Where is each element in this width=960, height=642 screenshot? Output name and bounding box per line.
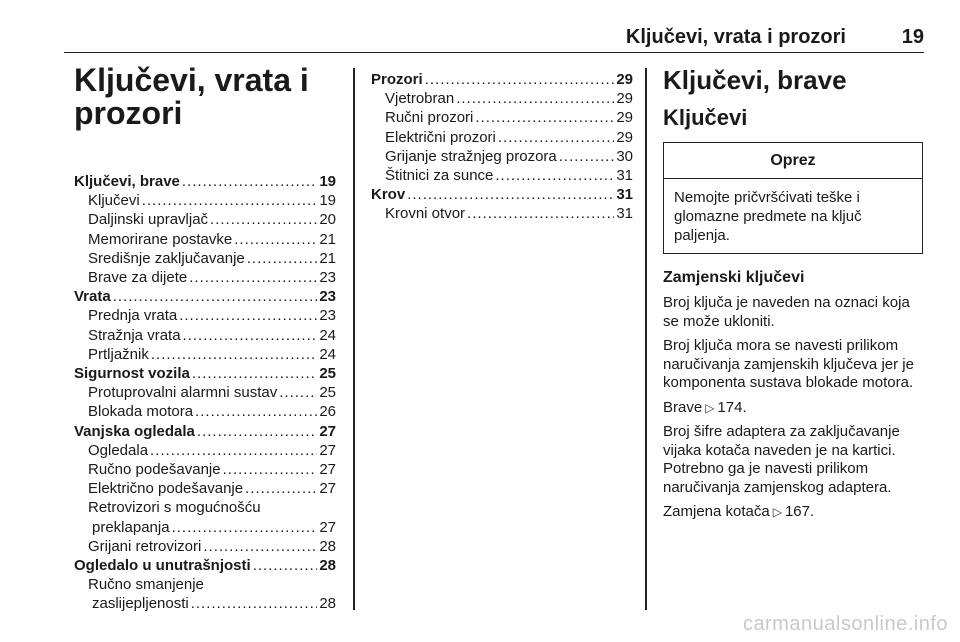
section-heading: Ključevi, brave <box>663 65 847 95</box>
toc-leader-dots <box>498 128 614 147</box>
toc-entry[interactable] <box>74 479 336 498</box>
toc-section-entry[interactable] <box>74 556 336 575</box>
toc-entry-page: 31 <box>616 167 633 185</box>
toc-section-entry[interactable] <box>74 287 336 306</box>
watermark: carmanualsonline.info <box>742 613 948 635</box>
toc-leader-dots <box>467 204 614 223</box>
toc-leader-dots <box>253 556 318 575</box>
toc-entry-label: Prednja vrata <box>88 307 178 325</box>
toc-leader-dots <box>425 70 615 89</box>
page-header <box>64 26 924 53</box>
toc-entry[interactable] <box>74 537 336 556</box>
toc-leader-dots <box>195 402 317 421</box>
toc-entry[interactable] <box>74 306 336 325</box>
paragraph-key-number-label: Broj ključa je naveden na oznaci koja se može ukloniti. <box>663 294 910 330</box>
toc-leader-dots <box>475 108 614 127</box>
toc-entry-page: 27 <box>319 441 336 459</box>
chapter-title <box>74 64 344 130</box>
toc-entry-page: 19 <box>319 173 336 190</box>
toc-entry-page: 21 <box>319 230 336 248</box>
toc-entry-label: Stražnja vrata <box>88 326 181 344</box>
toc-entry-label: Štitnici za sunce <box>385 167 494 185</box>
toc-entry-label: Sigurnost vozila <box>74 365 190 383</box>
toc-entry-label: Prozori <box>371 71 423 88</box>
toc-entry-page: 28 <box>319 595 336 613</box>
page-reference-arrow-icon[interactable]: ▷ <box>705 400 715 415</box>
toc-entry-page: 31 <box>616 205 633 223</box>
toc-entry-page: 23 <box>319 307 336 325</box>
toc-entry[interactable] <box>371 108 633 127</box>
toc-section-entry[interactable] <box>371 70 633 89</box>
toc-leader-dots <box>172 518 318 537</box>
toc-entry-label: Brave za dijete <box>88 269 188 287</box>
toc-leader-dots <box>559 147 615 166</box>
column-divider-1 <box>353 68 355 610</box>
toc-leader-dots <box>495 166 614 185</box>
toc-entry-page: 30 <box>616 147 633 165</box>
toc-entry-page: 21 <box>319 249 336 267</box>
toc-leader-dots <box>203 537 317 556</box>
toc-entry[interactable] <box>74 326 336 345</box>
toc-entry-page: 26 <box>319 403 336 421</box>
toc-leader-dots <box>142 191 318 210</box>
toc-leader-dots <box>151 345 317 364</box>
toc-entry-label: Vjetrobran <box>385 90 455 108</box>
toc-entry-label: Ogledala <box>88 441 149 459</box>
toc-entry[interactable] <box>74 191 336 210</box>
toc-leader-dots <box>247 249 318 268</box>
reference-page-link[interactable]: 174. <box>717 398 747 416</box>
paragraph-wheel-bolt-adapter: Broj šifre adaptera za zaključavanje vijaka kotača naveden je na kartici. Potrebno ga je navesti prilikom naručivanja zamjenskog adaptera. <box>663 423 900 496</box>
toc-entry-page: 27 <box>319 480 336 498</box>
toc-entry-page: 29 <box>616 71 633 88</box>
toc-entry-label: zaslijepljenosti <box>92 595 189 613</box>
toc-entry[interactable] <box>74 498 336 517</box>
paragraph-locks-reference <box>663 399 925 418</box>
toc-entry-label: Memorirane postavke <box>88 230 233 248</box>
header-title: Ključevi, vrata i prozori <box>625 26 846 48</box>
toc-leader-dots <box>183 326 318 345</box>
toc-entry-label: Ključevi <box>88 192 140 210</box>
page-reference-arrow-icon[interactable]: ▷ <box>772 505 782 519</box>
toc-leader-dots <box>197 422 317 441</box>
toc-entry[interactable] <box>74 518 336 537</box>
paragraph-key-number-order: Broj ključa mora se navesti prilikom naručivanja zamjenskih ključeva jer je komponenta sustava blokade motora. <box>663 337 914 391</box>
toc-leader-dots <box>279 383 317 402</box>
toc-entry[interactable] <box>371 89 633 108</box>
toc-entry[interactable] <box>74 383 336 402</box>
toc-entry-label: Središnje zaključavanje <box>88 249 245 267</box>
toc-entry-label: Vanjska ogledala <box>74 422 195 440</box>
chapter-title-line-1: Ključevi, vrata i <box>74 62 309 98</box>
toc-entry-label: Ručno podešavanje <box>88 461 221 479</box>
toc-entry-label: Krovni otvor <box>385 205 466 223</box>
toc-entry-label: Prtljažnik <box>88 345 149 363</box>
toc-entry-page: 29 <box>616 90 633 108</box>
toc-entry[interactable] <box>74 230 336 249</box>
toc-entry[interactable] <box>371 166 633 185</box>
toc-entry-label: Retrovizori s mogućnošću <box>88 499 261 517</box>
warning-text: Nemojte pričvršćivati teške i glomazne predmete na ključ paljenja. <box>674 189 862 244</box>
section-content <box>663 64 925 528</box>
reference-page-link[interactable]: 167. <box>784 503 815 520</box>
toc-entry-page: 28 <box>319 557 336 575</box>
toc-entry-label: preklapanja <box>92 518 170 536</box>
toc-entry-page: 24 <box>319 326 336 344</box>
toc-entry-label: Električni prozori <box>385 128 496 146</box>
toc-leader-dots <box>192 364 317 383</box>
toc-entry-page: 19 <box>319 192 336 210</box>
toc-leader-dots <box>223 460 318 479</box>
chapter-title-line-2: prozori <box>74 95 183 131</box>
toc-entry-page: 20 <box>319 211 336 229</box>
toc-leader-dots <box>456 89 614 108</box>
toc-entry[interactable] <box>74 249 336 268</box>
toc-entry-label: Grijanje stražnjeg prozora <box>385 147 557 165</box>
toc-entry-page: 29 <box>616 128 633 146</box>
toc-leader-dots <box>150 441 317 460</box>
toc-entry-label: Ogledalo u unutrašnjosti <box>74 557 251 575</box>
toc-leader-dots <box>245 479 317 498</box>
toc-entry-label: Daljinski upravljač <box>88 211 209 229</box>
toc-entry-page: 23 <box>319 269 336 287</box>
toc-entry-page: 27 <box>319 518 336 536</box>
toc-entry-page: 25 <box>319 384 336 402</box>
toc-entry[interactable] <box>74 460 336 479</box>
toc-leader-dots <box>210 210 317 229</box>
toc-entry[interactable] <box>371 147 633 166</box>
toc-entry[interactable] <box>74 575 336 594</box>
toc-entry-label: Ručno smanjenje <box>88 576 204 594</box>
toc-entry-page: 28 <box>319 537 336 555</box>
toc-entry-label: Vrata <box>74 288 111 306</box>
toc-entry-label: Protuprovalni alarmni sustav <box>88 384 278 402</box>
toc-leader-dots <box>407 185 614 204</box>
toc-leader-dots <box>179 306 317 325</box>
warning-box <box>663 142 923 254</box>
toc-entry-page: 31 <box>616 186 633 204</box>
toc-entry-page: 27 <box>319 422 336 440</box>
toc-leader-dots <box>234 230 317 249</box>
subsection-heading: Ključevi <box>663 105 748 130</box>
reference-text: Zamjena kotača <box>663 503 770 520</box>
toc-leader-dots <box>191 594 318 613</box>
toc-entry-page: 29 <box>616 109 633 127</box>
paragraph-wheel-change-reference <box>663 503 925 522</box>
toc-entry-label: Blokada motora <box>88 403 194 421</box>
toc-leader-dots <box>113 287 318 306</box>
toc-entry[interactable] <box>74 441 336 460</box>
toc-entry[interactable] <box>74 402 336 421</box>
toc-entry[interactable] <box>371 128 633 147</box>
toc-entry-page: 25 <box>319 365 336 383</box>
toc-entry[interactable] <box>74 345 336 364</box>
toc-leader-dots <box>182 172 317 191</box>
table-of-contents-column-2 <box>371 70 633 224</box>
toc-entry-label: Grijani retrovizori <box>88 537 202 555</box>
table-of-contents-column-1 <box>74 172 336 614</box>
toc-entry-label: Električno podešavanje <box>88 480 244 498</box>
warning-title: Oprez <box>664 143 922 179</box>
replacement-keys-heading: Zamjenski ključevi <box>663 269 805 286</box>
reference-text: Brave <box>663 398 703 416</box>
toc-entry-label: Krov <box>371 186 406 204</box>
toc-entry[interactable] <box>371 204 633 223</box>
toc-entry-page: 23 <box>319 288 336 306</box>
toc-section-entry[interactable] <box>371 185 633 204</box>
toc-section-entry[interactable] <box>74 364 336 383</box>
toc-section-entry[interactable] <box>74 172 336 191</box>
toc-entry[interactable] <box>74 594 336 613</box>
toc-entry-page: 27 <box>319 461 336 479</box>
toc-entry-page: 24 <box>319 345 336 363</box>
column-divider-2 <box>645 68 647 610</box>
toc-entry-label: Ručni prozori <box>385 109 474 127</box>
toc-section-entry[interactable] <box>74 422 336 441</box>
header-page-number: 19 <box>901 26 924 48</box>
toc-leader-dots <box>189 268 317 287</box>
toc-entry[interactable] <box>74 210 336 229</box>
toc-entry[interactable] <box>74 268 336 287</box>
toc-entry-label: Ključevi, brave <box>74 173 180 190</box>
